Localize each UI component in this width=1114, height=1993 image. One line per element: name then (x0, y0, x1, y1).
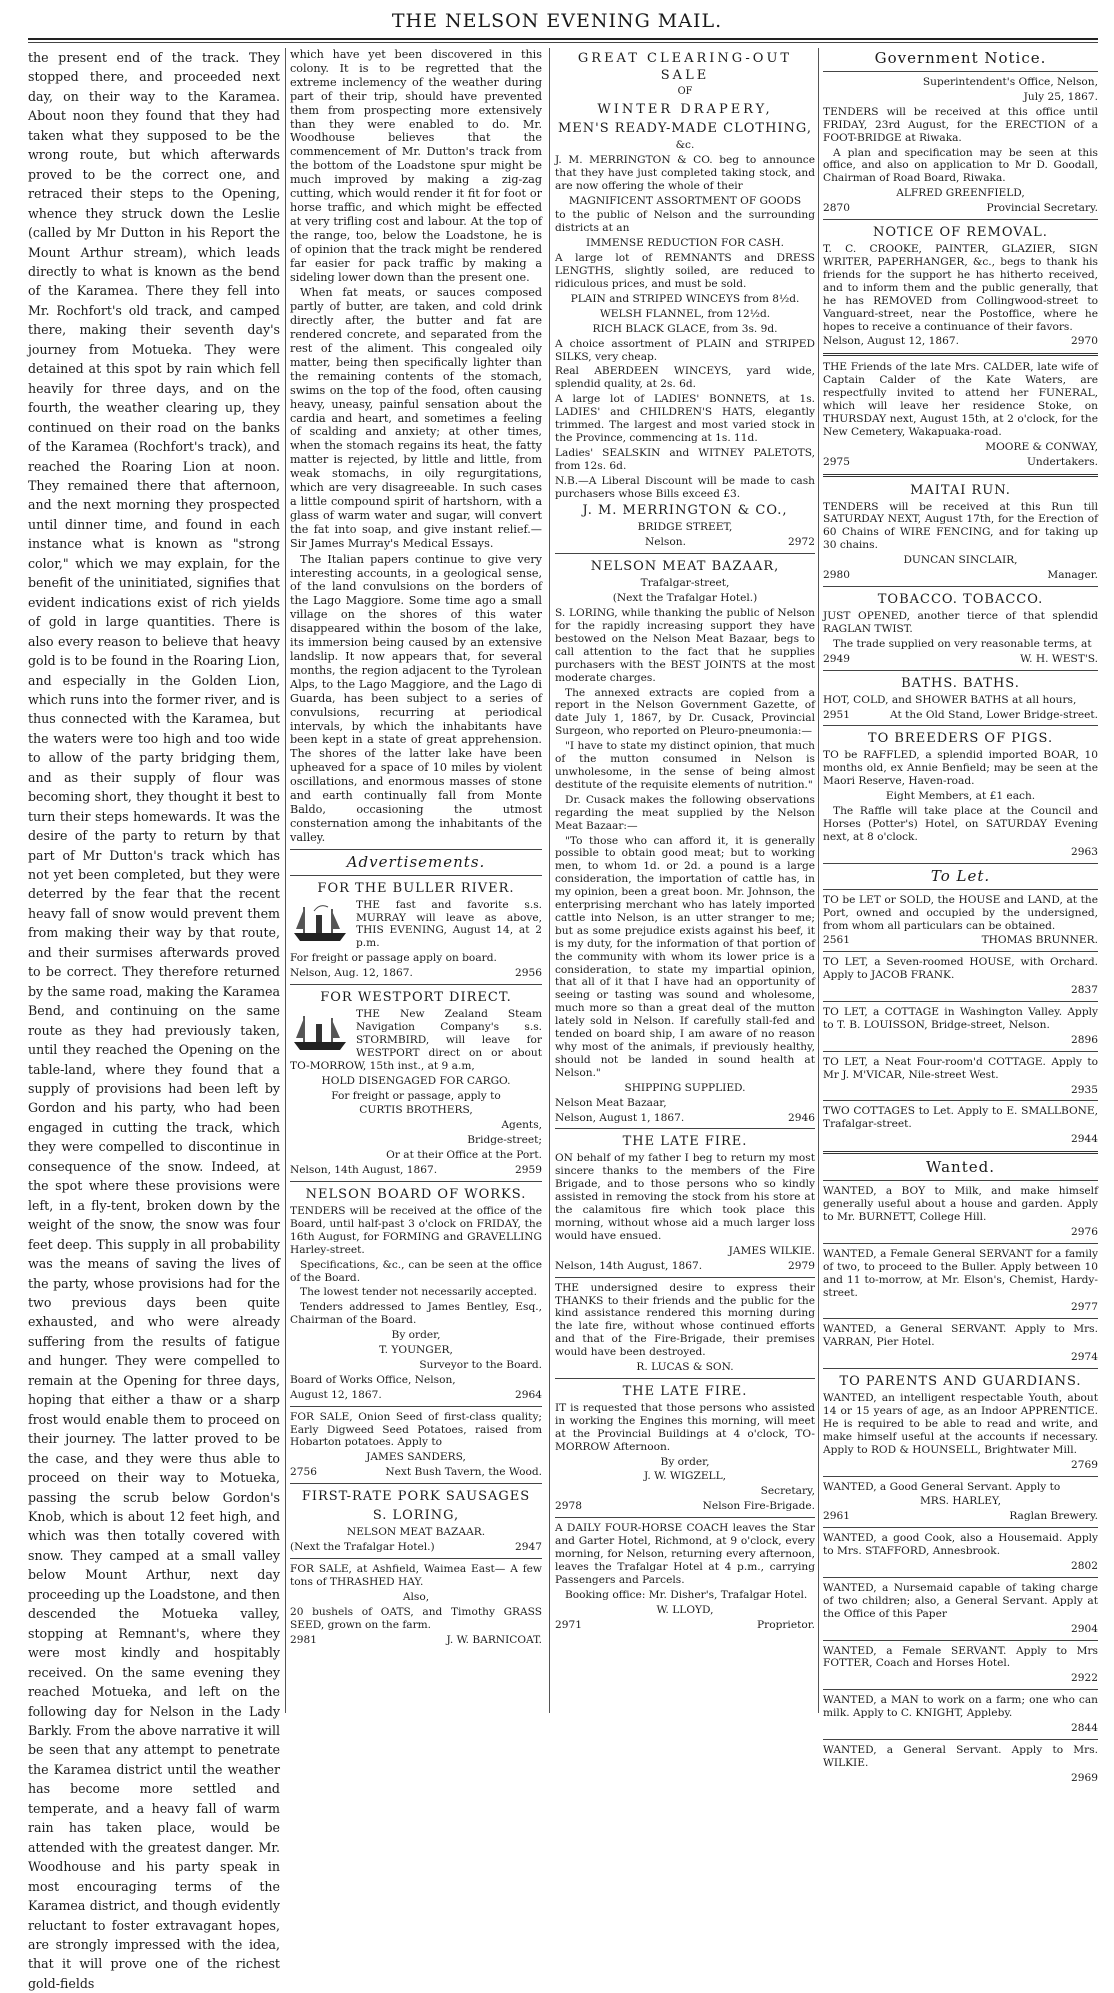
westport-apply: For freight or passage, apply to (331, 1089, 501, 1102)
divider (823, 1100, 1098, 1101)
hay-name: J. W. BARNICOAT. (446, 1633, 542, 1646)
parents-apprentice: WANTED, an intelligent respectable Youth, about 14 or 15 years of age, as an Indoor APPRENTICE. He is required to be able to read and write, and make himself useful at the accounts if necessary. Apply to ROD & HOUNSELL, Brightwater Mill. (823, 1392, 1098, 1456)
wanted-boy: WANTED, a BOY to Milk, and make himself generally useful about a house and garden. Apply to Mr. BURNETT, College Hill. (823, 1185, 1098, 1223)
clearing-rich: RICH BLACK GLACE, from 3s. 9d. (592, 322, 778, 335)
column-2 (290, 48, 542, 1713)
parents-guardians-section (823, 1373, 1098, 1785)
divider (555, 1378, 815, 1379)
clearing-aberdeen: Real ABERDEEN WINCEYS, yard wide, splendid quality, at 2s. 6d. (555, 365, 815, 391)
divider (823, 1368, 1098, 1369)
divider (823, 1318, 1098, 1319)
removal-body: T. C. CROOKE, PAINTER, GLAZIER, SIGN WRITER, PAPERHANGER, &c., begs to thank his friends for the support he has hitherto received, and to inform them and the public generally, that he has REMOVED from Collingwood-street to Vanguard-street, near the Postoffice, where he hopes to receive a continuance of their favors. (823, 243, 1098, 333)
clearing-intro: J. M. MERRINGTON & CO. beg to announce that they have just completed taking stock, and are now offering the whole of their (555, 153, 815, 192)
clearing-town: Nelson. (645, 536, 686, 549)
hay-oats: 20 bushels of OATS, and Timothy GRASS SEED, grown on the farm. (290, 1605, 542, 1631)
fire1-body: ON behalf of my father I beg to return my most sincere thanks to the members of the Fire Brigade, and to those persons who so kindly assisted in removing the stock from his store at the calamitous fire which took place this morning, without whose aid a much larger loss would have ensued. (555, 1152, 815, 1242)
breeders-of-pigs-ad (823, 730, 1098, 858)
divider (823, 353, 1098, 356)
clearing-clothing: MEN'S READY-MADE CLOTHING, (558, 120, 812, 136)
sale-name: JAMES SANDERS, (366, 1451, 466, 1464)
buller-freight: For freight or passage apply on board. (290, 952, 497, 965)
clearing-welsh: WELSH FLANNEL, from 12½d. (599, 307, 771, 320)
fire1-date: Nelson, 14th August, 1867. (555, 1259, 703, 1272)
clearing-choice: A choice assortment of PLAIN and STRIPED SILKS, very cheap. (555, 337, 815, 363)
tobacco-name: W. H. WEST'S. (1020, 652, 1098, 665)
works-addressed: Tenders addressed to James Bentley, Esq., Chairman of the Board. (290, 1301, 542, 1327)
italian-paragraph: The Italian papers continue to give very interesting accounts, in a geological sense, of the land convulsions on the borders of the Lago Maggiore. Some time ago a small village on the shores of this water disappeared within the bosom of the lake, its immersion being caused by an extensive landslip. It now appears that, for several months, the region adjacent to the Tyrolean Alps, to the Lago Maggiore, and the Lago di Guarda, has been subject to a series of convulsions, recurring at periodical intervals, by which the inhabitants have been kept in a state of great apprehension. The shores of the latter lake have been upheaved for a space of 10 miles by violent oscillations, and enormous masses of stone and earth continually fall from Monte Baldo, occasioning the utmost consternation among the inhabitants of the valley. (290, 552, 542, 844)
fire1-name: JAMES WILKIE. (728, 1244, 815, 1257)
pigs-heading: TO BREEDERS OF PIGS. (867, 731, 1054, 747)
ad-number: 2802 (1071, 1560, 1098, 1573)
clearing-heading: GREAT CLEARING-OUT SALE (577, 51, 793, 83)
pork-addr: (Next the Trafalgar Hotel.) (290, 1541, 435, 1554)
baths-heading: BATHS. BATHS. (901, 675, 1020, 691)
buller-date: Nelson, Aug. 12, 1867. (290, 967, 413, 980)
wanted-heading: Wanted. (926, 1158, 995, 1177)
westport-agent: CURTIS BROTHERS, (359, 1104, 473, 1117)
works-office: Board of Works Office, Nelson, (290, 1373, 456, 1386)
coach-booking: Booking office: Mr. Disher's, Trafalgar Hotel. (565, 1588, 808, 1601)
works-spec: Specifications, &c., can be seen at the office of the Board. (290, 1258, 542, 1284)
coach-name: W. LLOYD, (656, 1603, 714, 1616)
bazaar-body: S. LORING, while thanking the public of Nelson for the rapidly increasing support they have bestowed on the Nelson Meat Bazaar, begs to call attention to the fact that he supplies purchasers with the BEST JOINTS at the most moderate charges. (555, 607, 815, 684)
clearing-etc: &c. (675, 138, 695, 151)
steamship-icon (290, 901, 350, 947)
funeral-firm: MOORE & CONWAY, (985, 440, 1098, 453)
buller-river-ad (290, 880, 542, 980)
parents-farm-man: WANTED, a MAN to work on a farm; one who can milk. Apply to C. KNIGHT, Appleby. (823, 1694, 1098, 1720)
coach-title: Proprietor. (757, 1618, 815, 1631)
ad-number: 2977 (1071, 1301, 1098, 1314)
works-date: August 12, 1867. (290, 1388, 382, 1401)
divider (823, 1739, 1098, 1740)
ad-number: 2949 (823, 652, 850, 665)
divider (823, 1577, 1098, 1578)
bazaar-shipping: SHIPPING SUPPLIED. (624, 1081, 746, 1094)
pork-heading: FIRST-RATE PORK SAUSAGES (301, 1489, 531, 1505)
divider (290, 875, 542, 876)
clearing-street: BRIDGE STREET, (637, 521, 733, 534)
works-title: Surveyor to the Board. (419, 1358, 542, 1371)
ad-number: 2756 (290, 1466, 317, 1479)
westport-date: Nelson, 14th August, 1867. (290, 1164, 438, 1177)
pork-sausages-ad (290, 1488, 542, 1554)
ad-number: 2976 (1071, 1225, 1098, 1238)
divider (823, 1243, 1098, 1244)
westport-heading: FOR WESTPORT DIRECT. (320, 990, 512, 1006)
ad-number: 2959 (515, 1164, 542, 1177)
divider (555, 1277, 815, 1278)
divider (290, 984, 542, 985)
buller-heading: FOR THE BULLER RIVER. (317, 880, 515, 896)
ad-number: 2935 (1071, 1083, 1098, 1096)
clearing-bonnets: A large lot of LADIES' BONNETS, at 1s. LADIES' and CHILDREN'S HATS, elegantly trimmed. The largest and most varied stock in the Province, commencing at 1s. 11d. (555, 393, 815, 444)
works-lowest: The lowest tender not necessarily accepted. (300, 1286, 537, 1299)
ad-number: 2961 (823, 1510, 850, 1523)
govt-name: ALFRED GREENFIELD, (896, 187, 1025, 200)
hay-body: FOR SALE, at Ashfield, Waimea East— A few tons of THRASHED HAY. (290, 1563, 542, 1588)
ad-number: 2956 (515, 967, 542, 980)
bazaar-street: Trafalgar-street, (640, 577, 730, 590)
late-fire-thanks-ad (555, 1133, 815, 1374)
govt-date: July 25, 1867. (1023, 90, 1098, 103)
buller-body: THE fast and favorite s.s. MURRAY will leave as above, THIS EVENING, August 14, at 2 p.m. (356, 898, 542, 950)
maitai-title: Manager. (1047, 569, 1098, 582)
parents-cook: WANTED, a good Cook, also a Housemaid. Apply to Mrs. STAFFORD, Annesbrook. (823, 1532, 1098, 1558)
ad-number: 2969 (1071, 1771, 1098, 1784)
maitai-name: DUNCAN SINCLAIR, (903, 554, 1018, 567)
late-fire-meeting-ad (555, 1383, 815, 1513)
funeral-title: Undertakers. (1027, 455, 1098, 468)
govt-title: Provincial Secretary. (986, 202, 1098, 215)
parents-good-servant: WANTED, a Good General Servant. Apply to (823, 1480, 1061, 1493)
pork-shop: NELSON MEAT BAZAAR. (346, 1526, 486, 1539)
divider (555, 553, 815, 554)
column-divider (285, 48, 286, 1713)
wanted-female-servant: WANTED, a Female General SERVANT for a family of two, to proceed to the Buller. Apply between 10 and 11 to-morrow, at Mr. Elson's, Chemist, Hardy-street. (823, 1247, 1098, 1299)
ad-number: 2561 (823, 934, 850, 947)
ad-number: 2944 (1071, 1133, 1098, 1146)
pigs-raffle: The Raffle will take place at the Council and Horses (Potter's) Hotel, on SATURDAY Evening next, at 8 o'clock. (823, 805, 1098, 843)
divider (823, 474, 1098, 477)
bazaar-quote1: "I have to state my distinct opinion, that much of the mutton consumed in Nelson is unwholesome, in the sense of being almost destitute of the requisite elements of nutrition." (555, 740, 815, 791)
ad-number: 2837 (1071, 984, 1098, 997)
divider (290, 849, 542, 850)
column-3 (555, 48, 815, 1713)
masthead-rule-thin (28, 42, 1098, 43)
meat-bazaar-ad (555, 558, 815, 1124)
baths-place: At the Old Stand, Lower Bridge-street. (890, 708, 1098, 721)
column-1 (28, 48, 280, 1991)
wanted-general-servant: WANTED, a General SERVANT. Apply to Mrs. VARRAN, Pier Hotel. (823, 1323, 1098, 1349)
clearing-nb: N.B.—A Liberal Discount will be made to cash purchasers whose Bills exceed £3. (555, 474, 815, 500)
board-of-works-ad (290, 1186, 542, 1402)
baths-ad (823, 675, 1098, 722)
funeral-body: THE Friends of the late Mrs. CALDER, late wife of Captain Calder of the Kate Waters, are respectfully invited to attend her FUNERAL, which will leave her residence Stoke, on THURSDAY next, August 15th, at 2 o'clock, for the New Cemetery, Wakapuaka-road. (823, 361, 1098, 438)
ad-number: 2979 (788, 1259, 815, 1272)
fire2-brigade: Nelson Fire-Brigade. (702, 1500, 815, 1513)
parents-heading: TO PARENTS AND GUARDIANS. (839, 1374, 1082, 1390)
fire2-name: J. W. WIGZELL, (644, 1470, 726, 1483)
clearing-sale-ad (555, 50, 815, 549)
onion-seed-ad (290, 1411, 542, 1480)
tolet-a1-name: THOMAS BRUNNER. (981, 934, 1098, 947)
divider (290, 1558, 542, 1559)
hay-also: Also, (402, 1590, 430, 1603)
tobacco-trade: The trade supplied on very reasonable terms, at (833, 637, 1092, 650)
clearing-magnificent: MAGNIFICENT ASSORTMENT OF GOODS (568, 194, 802, 207)
advertisements-heading: Advertisements. (346, 852, 486, 871)
divider (823, 1001, 1098, 1002)
works-name: T. YOUNGER, (379, 1344, 453, 1357)
maitai-heading: MAITAI RUN. (910, 482, 1011, 498)
divider (823, 863, 1098, 864)
westport-street: Bridge-street; (467, 1134, 542, 1147)
ad-number: 2964 (515, 1388, 542, 1401)
bazaar-date: Nelson, August 1, 1867. (555, 1111, 685, 1124)
bazaar-next: (Next the Trafalgar Hotel.) (612, 592, 758, 605)
ad-number: 2981 (290, 1633, 317, 1646)
notice-of-removal-ad (823, 224, 1098, 348)
clearing-of: OF (677, 86, 693, 97)
divider (555, 1128, 815, 1129)
ad-number: 2870 (823, 202, 850, 215)
govt-office: Superintendent's Office, Nelson, (922, 76, 1098, 88)
clearing-public: to the public of Nelson and the surrounding districts at an (555, 209, 815, 235)
tolet-house-land: TO be LET or SOLD, the HOUSE and LAND, at the Port, owned and occupied by the undersigned, from whom all particulars can be obtained. (823, 893, 1098, 932)
divider (823, 670, 1098, 671)
ad-number: 2972 (788, 536, 815, 549)
masthead-rule (28, 38, 1098, 40)
ad-number: 2904 (1071, 1622, 1098, 1635)
parents-nursemaid: WANTED, a Nursemaid capable of taking charge of two children; also, a General Servant. Apply at the Office of this Paper (823, 1581, 1098, 1620)
ad-number: 2980 (823, 569, 850, 582)
article-continuation: which have yet been discovered in this colony. It is to be regretted that the extreme inclemency of the weather during part of their trip, should have prevented them from prospecting more extensively than they were enabled to do. Mr. Woodhouse believes that the commencement of Mr. Dutton's track from the bottom of the Loadstone spur might be much improved by making a zig-zag cutting, which would render it fit for foot or horse traffic, and which might be effected at very trifling cost and labour. At the top of the range, too, below the Loadstone, he is of opinion that the track might be rendered far easier for pack traffic by making a sideling lower down than the present one. (290, 48, 542, 284)
ad-number: 2844 (1071, 1722, 1098, 1735)
fire2-body: IT is requested that those persons who assisted in working the Engines this morning, will meet at the Provincial Buildings at 4 o'clock, TO-MORROW Afternoon. (555, 1401, 815, 1453)
fire2-title: Secretary, (760, 1485, 815, 1498)
bazaar-cusack: Dr. Cusack makes the following observations regarding the meat supplied by the Nelson Meat Bazaar:— (555, 793, 815, 832)
divider (290, 1181, 542, 1182)
divider (290, 1483, 542, 1484)
westport-agents: Agents, (501, 1119, 542, 1132)
sale-place: Next Bush Tavern, the Wood. (385, 1466, 542, 1479)
removal-heading: NOTICE OF REMOVAL. (873, 225, 1048, 241)
clearing-plain: PLAIN and STRIPED WINCEYS from 8½d. (570, 292, 800, 305)
divider (823, 951, 1098, 952)
tobacco-body: JUST OPENED, another tierce of that splendid RAGLAN TWIST. (823, 610, 1098, 635)
tolet-two-cottages: TWO COTTAGES to Let. Apply to E. SMALLBONE, Trafalgar-street. (823, 1105, 1098, 1131)
divider (823, 1051, 1098, 1052)
fire1-firm: R. LUCAS & SON. (636, 1361, 734, 1374)
tolet-seven-roomed: TO LET, a Seven-roomed HOUSE, with Orchard. Apply to JACOB FRANK. (823, 956, 1098, 982)
ad-number: 2946 (788, 1111, 815, 1124)
tolet-washington-valley: TO LET, a COTTAGE in Washington Valley. Apply to T. B. LOUISSON, Bridge-street, Nelson. (823, 1006, 1098, 1031)
parents-harley: MRS. HARLEY, (919, 1495, 1002, 1508)
sale-body: FOR SALE, Onion Seed of first-class quality; Early Digweed Seed Potatoes, raised from Hobarton potatoes. Apply to (290, 1410, 542, 1449)
removal-date: Nelson, August 12, 1867. (823, 335, 959, 348)
divider (823, 1151, 1098, 1154)
ad-number: 2947 (515, 1541, 542, 1554)
westport-ad (290, 989, 542, 1177)
ad-number: 2971 (555, 1618, 582, 1631)
ad-number: 2769 (1071, 1458, 1098, 1471)
govt-body: TENDERS will be received at this office until FRIDAY, 23rd August, for the ERECTION of a FOOT-BRIDGE at Riwaka. (823, 105, 1098, 144)
ad-number: 2978 (555, 1500, 582, 1513)
coach-ad (555, 1522, 815, 1631)
fire2-order: By order, (660, 1455, 710, 1468)
fire2-heading: THE LATE FIRE. (622, 1383, 748, 1399)
clearing-sealskin: Ladies' SEALSKIN and WITNEY PALETOTS, from 12s. 6d. (555, 446, 815, 472)
coach-body: A DAILY FOUR-HORSE COACH leaves the Star and Garter Hotel, Richmond, at 9 o'clock, every morning, for Nelson, returning every afternoon, leaves the Trafalgar Hotel at 4 p.m., carrying Passengers and Parcels. (555, 1522, 815, 1586)
ad-number: 2970 (1071, 335, 1098, 348)
clearing-remnants: A large lot of REMNANTS and DRESS LENGTHS, slightly soiled, are reduced to ridiculous prices, and must be sold. (555, 252, 815, 290)
pork-name: S. LORING, (372, 1508, 460, 1524)
govt-heading: Government Notice. (874, 49, 1047, 67)
column-4 (823, 48, 1098, 1784)
divider (555, 1517, 815, 1518)
ad-number: 2922 (1071, 1672, 1098, 1685)
divider (290, 1406, 542, 1407)
clearing-drapery: WINTER DRAPERY, (597, 101, 773, 117)
divider (823, 586, 1098, 587)
tobacco-ad (823, 591, 1098, 666)
steamship-icon (290, 1010, 350, 1056)
govt-plan: A plan and specification may be seen at this office, and also on application to Mr D. Goodall, Chairman of Road Board, Riwaka. (823, 146, 1098, 185)
divider (823, 1527, 1098, 1528)
divider (823, 1180, 1098, 1181)
clearing-reduction: IMMENSE REDUCTION FOR CASH. (585, 237, 785, 250)
pigs-body: TO be RAFFLED, a splendid imported BOAR, 10 months old, ex Annie Benfield; may be seen at the Maori Reserve, Haven-road. (823, 749, 1098, 788)
ad-number: 2974 (1071, 1351, 1098, 1364)
funeral-notice-ad (823, 361, 1098, 468)
divider (823, 1640, 1098, 1641)
masthead-title: THE NELSON EVENING MAIL. (391, 10, 723, 32)
parents-brewery: Raglan Brewery. (1009, 1510, 1098, 1523)
divider (823, 219, 1098, 220)
bazaar-annexed: The annexed extracts are copied from a report in the Nelson Government Gazette, of date July 1, 1867, by Dr. Cusack, Provincial Surgeon, who reported on Pleuro-pneumonia:— (555, 686, 815, 738)
tolet-heading: To Let. (930, 866, 991, 885)
wanted-section (823, 1159, 1098, 1364)
maitai-body: TENDERS will be received at this Run till SATURDAY NEXT, August 17th, for the Erection of 60 Chains of WIRE FENCING, and for taking up 30 chains. (823, 500, 1098, 552)
divider (823, 1689, 1098, 1690)
thrashed-hay-ad (290, 1563, 542, 1646)
tolet-four-roomed: TO LET, a Neat Four-room'd COTTAGE. Apply to Mr J. M'VICAR, Nile-street West. (823, 1055, 1098, 1081)
parents-female-servant: WANTED, a Female SERVANT. Apply to Mrs FOTTER, Coach and Horses Hotel. (823, 1644, 1098, 1670)
expedition-article: the present end of the track. They stopped there, and proceeded next day, on their way to the Karamea. About noon they found that they had taken what they supposed to be the wrong route, but which afterwards proved to be the correct one, and retraced their steps to the Opening, whence they struck down the Leslie (called by Mr Dutton in his Report the Mount Arthur stream), which leads directly to what is known as the bend of the Karamea. There they fell into Mr. Rochfort's old track, and camped there, making their seventh day's journey from Motueka. They were detained at this spot by rain which fell heavily for three days, and on the fourth, the weather clearing up, they continued on their road on the banks of the Karamea (Rochfort's track), and reached the Roaring Lion at noon. They remained there that afternoon, and the next morning they prospected until dinner time, and found in each instance what is known as "strong color," which we may explain, for the benefit of the uninitiated, signifies that evident indications exist of rich yields of gold in large quantities. There is also every reason to believe that heavy gold is to be found in the Roaring Lion, and especially in the Golden Lion, which runs into the former river, and is thus connected with the Karamea, but the waters were too high and too wide to allow of the party bridging them, and as their supply of flour was becoming short, they thought it best to turn their steps homewards. It was the desire of the party to return by that part of Mr Dutton's track which has not yet been completed, but they were deterred by the fear that the recent heavy fall of snow would prevent them from making their way by that route, and their surmises afterwards proved to be correct. They therefore returned by the same road, making the Karamea Bend, and continuing on the same route as they had previously taken, until they reached the Opening on the table-land, where they found that a supply of provisions had been left by Gordon and his party, who had been engaged in cutting the track, which they were compelled to discontinue in consequence of the snow. Indeed, at the spot where these provisions were left, in a fly-tent, broken down by the weight of the snow, the snow was four feet deep. This supply in all probability was the means of saving the lives of the party, whose provisions had for the two previous days been quite exhausted, and who were already suffering from the results of fatigue and hunger. They were compelled to remain at the Opening for three days, hoping that either a thaw or a sharp frost would enable them to proceed on their journey. The latter proved to be the case, and they were thus able to proceed on their way to Motueka, passing the scrub below Gordon's Knob, which is about 12 feet high, and which was then totally covered with snow. They camped at a small valley below Mount Arthur, next day proceeding up the Loadstone, and then descended the Motueka valley, stopping at Remnant's, where they were most kindly and hospitably received. On the same evening they reached Motueka, and left on the following day for Nelson in the Lady Barkly. From the above narrative it will be seen that any attempt to penetrate the Karamea district until the weather has become more settled and temperate, and a heavy fall of warm rain has taken place, would be attended with the greatest danger. Mr. Woodhouse and his party speak in most encouraging terms of the Karamea district, and though evidently reluctant to foster extravagant hopes, are strongly impressed with the idea, that it will prove one of the richest gold-fields (28, 50, 280, 1991)
clearing-firm: J. M. MERRINGTON & CO., (582, 503, 788, 519)
column-divider (549, 48, 550, 1713)
bazaar-place: Nelson Meat Bazaar, (555, 1096, 667, 1109)
government-notice-ad (823, 50, 1098, 215)
parents-wilkie: WANTED, a General Servant. Apply to Mrs. WILKIE. (823, 1744, 1098, 1769)
divider (823, 889, 1098, 890)
ad-number: 2951 (823, 708, 850, 721)
westport-body: THE New Zealand Steam Navigation Company's s.s. STORMBIRD, will leave for WESTPORT direct on or about TO-MORROW, 15th inst., at 9 a.m, (290, 1008, 542, 1072)
ad-number: 2975 (823, 455, 850, 468)
divider (823, 71, 1098, 72)
divider (823, 725, 1098, 726)
divider (823, 1476, 1098, 1477)
works-order: By order, (391, 1329, 441, 1342)
medical-paragraph: When fat meats, or sauces composed partly of butter, are taken, and cold drink directly after, the butter and fat are rendered concrete, and separated from the rest of the aliment. This congealed oily matter, being then specifically lighter than the remaining contents of the stomach, swims on the top of the food, often causing heavy, uneasy, painful sensation about the cardia and heart, and sometimes a feeling of scalding and anxiety; at other times, when the stomach regains its heat, the fatty matter is rejected, by little and little, from weak stomachs, in oily regurgitations, which are very disagreeable. In such cases a little compound spirit of hartshorn, with a glass of warm water and sugar, will convert the fat into soap, and give instant relief.—Sir James Murray's Medical Essays. (290, 286, 542, 550)
westport-office: Or at their Office at the Port. (386, 1149, 542, 1162)
to-let-section (823, 868, 1098, 1147)
westport-hold: HOLD DISENGAGED FOR CARGO. (321, 1074, 511, 1087)
column-divider (818, 48, 819, 1713)
bazaar-heading: NELSON MEAT BAZAAR, (590, 559, 780, 575)
works-body: TENDERS will be received at the office of the Board, until half-past 3 o'clock on FRIDAY, the 16th August, for FORMING and GRAVELLING Harley-street. (290, 1204, 542, 1256)
ad-number: 2896 (1071, 1033, 1098, 1046)
bazaar-quote2: "To those who can afford it, it is generally possible to obtain good meat; but to working men, to whom 1d. or 2d. a pound is a large consideration, the importation of cattle has, in my opinion, been a great boon. Mr. Johnson, the enterprising merchant who has lately imported cattle into Nelson, is an utter stranger to me; but as some prejudice exists against his beef, it is my duty, for the information of that portion of the community with whom its lower price is a consideration, to state my impartial opinion, that all of it that I have had an opportunity of seeing or tasting was sound and wholesome, much more so than a great deal of the mutton lately sold in Nelson. If carefully stall-fed and tended on board ship, I am aware of no reason why most of the animals, if previously healthy, should not be landed in sound health at Nelson." (555, 834, 815, 1079)
maitai-run-ad (823, 482, 1098, 582)
fire1-heading: THE LATE FIRE. (622, 1134, 748, 1150)
pigs-members: Eight Members, at £1 each. (885, 790, 1036, 803)
works-heading: NELSON BOARD OF WORKS. (305, 1186, 527, 1202)
fire1-body2: THE undersigned desire to express their THANKS to their friends and the public for the kind assistance rendered this morning during the late fire, without whose continued efforts and that of the Fire-Brigade, their premises would have been destroyed. (555, 1281, 815, 1359)
tobacco-heading: TOBACCO. TOBACCO. (877, 592, 1044, 607)
baths-body: HOT, COLD, and SHOWER BATHS at all hours, (823, 693, 1077, 706)
ad-number: 2963 (1071, 845, 1098, 858)
